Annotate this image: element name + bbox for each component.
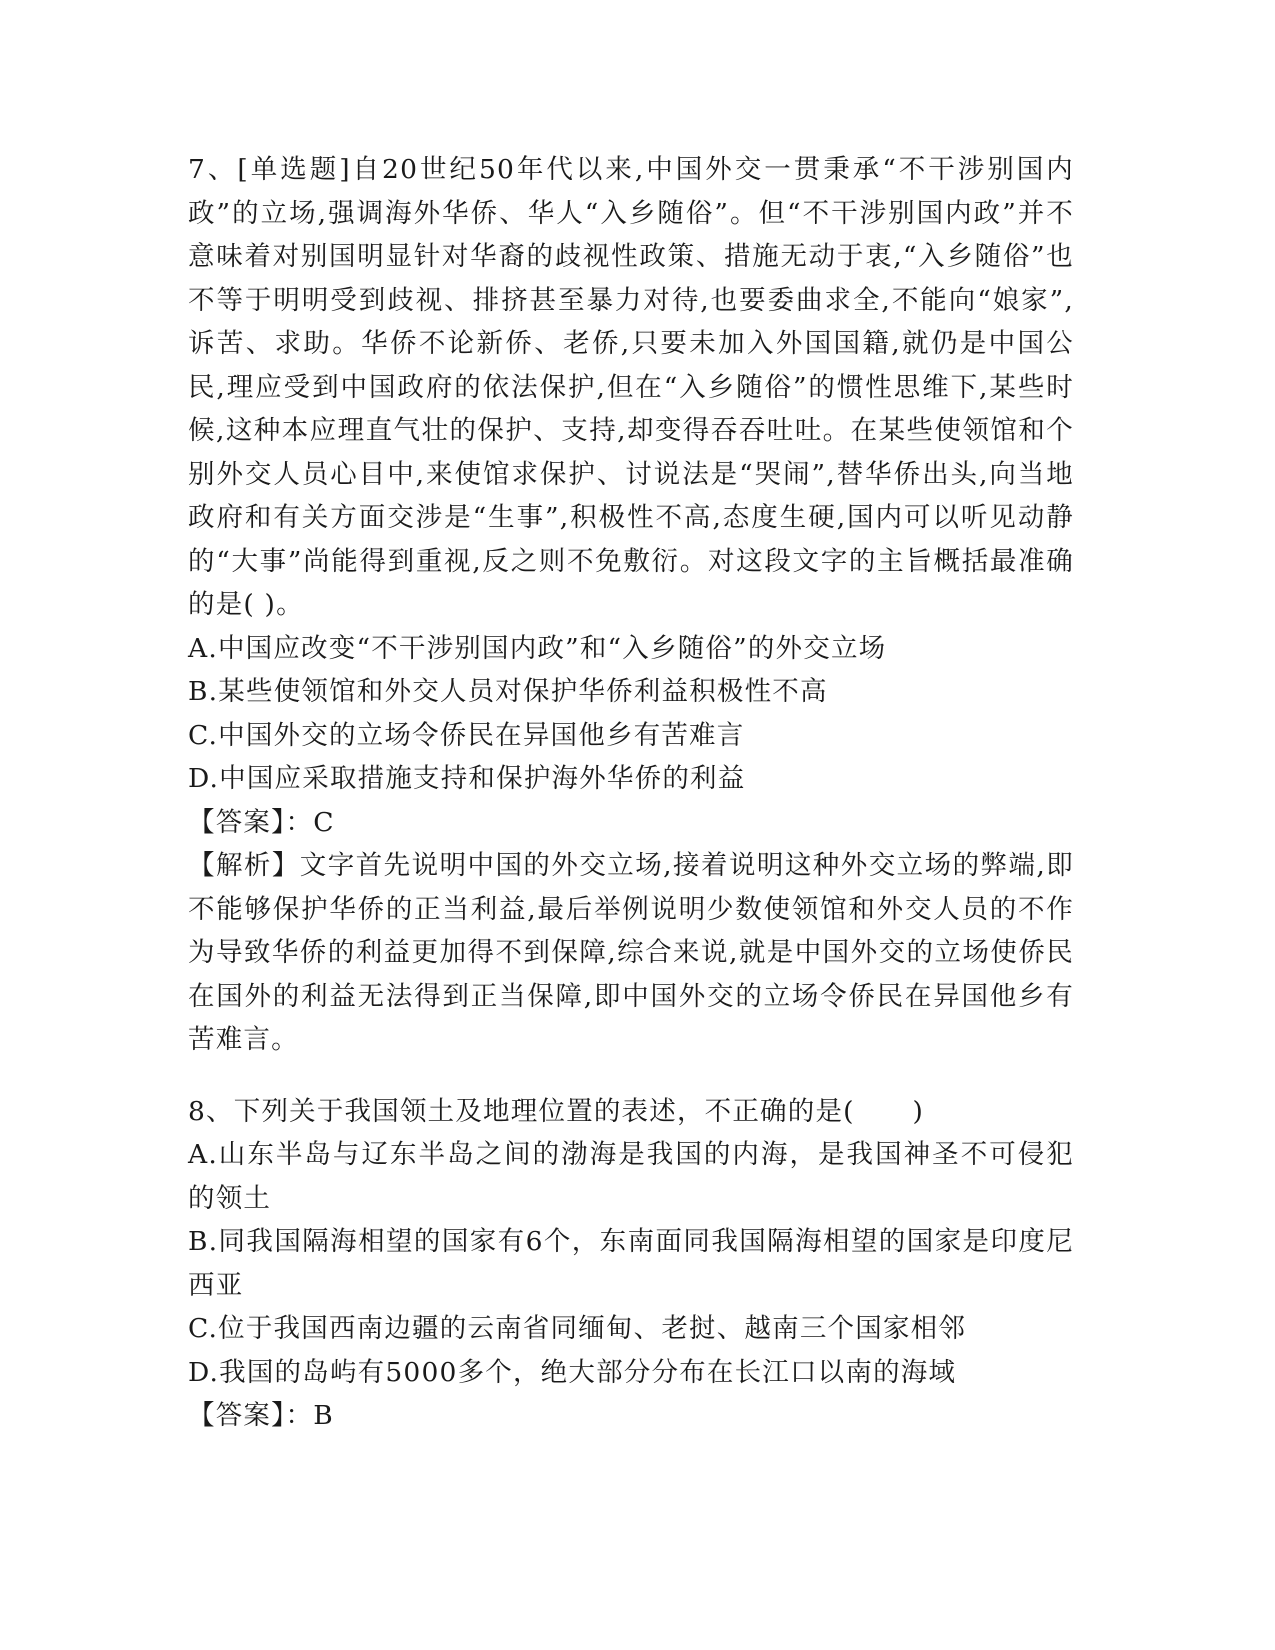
question-spacer: [188, 1062, 1074, 1090]
q8-option-d: D.我国的岛屿有5000多个，绝大部分分布在长江口以南的海域: [188, 1356, 957, 1388]
q7-option-b: B.某些使领馆和外交人员对保护华侨利益积极性不高: [188, 676, 828, 707]
q8-option-b: B.同我国隔海相望的国家有6个，东南面同我国隔海相望的国家是印度尼西亚: [188, 1226, 1074, 1301]
q8-stem: 8、下列关于我国领土及地理位置的表述，不正确的是( ): [188, 1095, 924, 1127]
question-content: [188, 148, 1074, 1438]
q7-answer: 【答案】：C: [188, 806, 335, 838]
q8-option-c: C.位于我国西南边疆的云南省同缅甸、老挝、越南三个国家相邻: [188, 1313, 967, 1344]
q8-answer: 【答案】：B: [188, 1400, 334, 1431]
q8-option-a: A.山东半岛与辽东半岛之间的渤海是我国的内海，是我国神圣不可侵犯的领土: [188, 1139, 1074, 1214]
q7-option-a: A.中国应改变“不干涉别国内政”和“入乡随俗”的外交立场: [188, 632, 887, 664]
q7-analysis: 【解析】文字首先说明中国的外交立场,接着说明这种外交立场的弊端,即不能够保护华侨的正当利益,最后举例说明少数使领馆和外交人员的不作为导致华侨的利益更加得不到保障,综合来说,就是中国外交的立场使侨民在国外的利益无法得到正当保障,即中国外交的立场令侨民在异国他乡有苦难言。: [188, 850, 1074, 1055]
q7-option-c: C.中国外交的立场令侨民在异国他乡有苦难言: [188, 719, 745, 751]
q7-stem: 7、[单选题]自20世纪50年代以来,中国外交一贯秉承“不干涉别国内政”的立场,强调海外华侨、华人“入乡随俗”。但“不干涉别国内政”并不意味着对别国明显针对华裔的歧视性政策、措施无动于衷,“入乡随俗”也不等于明明受到歧视、排挤甚至暴力对待,也要委曲求全,不能向“娘家”,诉苦、求助。华侨不论新侨、老侨,只要未加入外国国籍,就仍是中国公民,理应受到中国政府的依法保护,但在“入乡随俗”的惯性思维下,某些时候,这种本应理直气壮的保护、支持,却变得吞吞吐吐。在某些使领馆和个别外交人员心目中,来使馆求保护、讨说法是“哭闹”,替华侨出头,向当地政府和有关方面交涉是“生事”,积极性不高,态度生硬,国内可以听见动静的“大事”尚能得到重视,反之则不免敷衍。对这段文字的主旨概括最准确的是( )。: [188, 154, 1074, 620]
q7-option-d: D.中国应采取措施支持和保护海外华侨的利益: [188, 763, 746, 794]
